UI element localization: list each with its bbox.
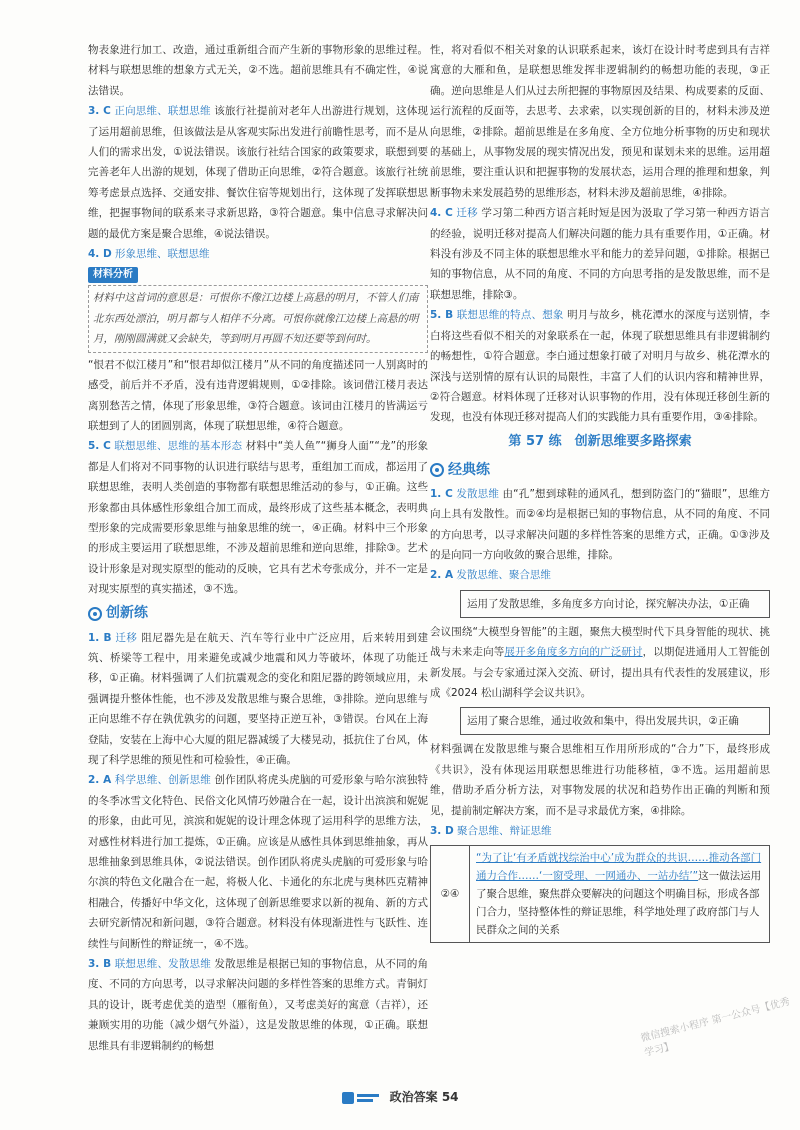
answer-item <box>430 305 770 427</box>
keyword: 迁移 <box>115 631 138 644</box>
paragraph: “恨君不似江楼月”和“恨君却似江楼月”从不同的角度描述同一人别离时的感受，前后并不矛盾，没有违背逻辑规则，①②排除。该词借江楼月表达离别愁苦之情，体现了形象思维，③符合题意。该词由江楼月的皆满运亏联想到了人的团圆别离，体现了联想思维，④符合题意。 <box>88 358 428 432</box>
keyword: 联想思维的特点、想象 <box>456 309 564 322</box>
explanation: 材料中“美人鱼”“狮身人面”“龙”的形象都是人们将对不同事物的认识进行联结与思考，重组加工而成，都运用了联想思维，表明人类创造的事物都有联想思维活动的参与，①正确。这些形象都由具体感性形象组合加工而成，最终形成了这些基本概念，表明典型形象的完成需要形象思维与抽象思维的统一，④正确。材料中三个形象的形成主要运用了联想思维，不涉及超前思维和逆向思维，排除③。艺术设计形象是对现实原型的能动的反映，它具有艺术夸张成分，并不一定是对现实原型的真实描述，③不选。 <box>88 440 429 596</box>
section-icon <box>430 463 444 477</box>
analysis-text: 材料中这首词的意思是：可恨你不像江边楼上高悬的明月，不管人们南北东西处漂泊，明月都与人相伴不分离。可恨你就像江边楼上高悬的明月，刚刚圆满就又会缺失，等到明月再圆不知还要等到何时。 <box>88 285 428 352</box>
keyword: 发散思维 <box>456 487 499 500</box>
explanation: 发散思维是根据已知的事物信息，从不同的角度、不同的方向思考，以寻求解决问题的多样性答案的思维方式。青铜灯具的设计，既考虑优美的造型（雁衔鱼），又考虑美好的寓意（吉祥），还兼顾实用的功能（减少烟气外溢），这是发散思维的体现，①正确。联想思维具有非逻辑制约的畅想 <box>88 958 429 1052</box>
watermark: 微信搜索小程序 第一公众号【优秀学习】 <box>639 996 792 1059</box>
lesson-title: 第 57 练 创新思维要多路探索 <box>508 433 692 449</box>
explanation: 该旅行社提前对老年人出游进行规划，这体现了运用超前思维，但该做法是从客观实际出发进行前瞻性思考，而不是从人们的需求出发，①说法错误。该旅行社结合国家的政策要求，联想到要完善老年人出游的规划，体现了借助正向思维，②符合题意。该旅行社统筹考虑景点选择、交通安排、餐饮住宿等规划出行，这体现了发挥联想思维，把握事物间的联系来寻求新思路，③符合题意。集中信息寻求解决问题的最优方案是聚合思维，④说法错误。 <box>88 105 429 240</box>
analysis-tag: 材料分析 <box>88 267 138 283</box>
answer-number: 4. D <box>88 248 112 261</box>
answer-item <box>430 565 770 585</box>
page-number: 政治答案 54 <box>389 1090 459 1104</box>
highlight: “为了让‘有矛盾就找综治中心’成为群众的共识……推动各部门通力合作……‘一窗受理、一网通办、一站办结’” <box>476 852 762 883</box>
section-heading-classic: 经典练 <box>430 458 770 482</box>
answer-item <box>430 484 770 566</box>
answer-item <box>88 101 428 244</box>
annotation-box: 运用了聚合思维，通过收敛和集中，得出发展共识，②正确 <box>460 707 770 735</box>
highlight: 展开多角度多方向的广泛研讨 <box>504 646 643 659</box>
table-label: ②④ <box>431 846 470 943</box>
answer-number: 5. C <box>88 440 111 453</box>
answer-item <box>430 821 770 841</box>
explanation: 阻尼器先是在航天、汽车等行业中广泛应用，后来转用到建筑、桥梁等工程中，用来避免或减少地震和风力等破坏，体现了功能迁移，①正确。材料强调了人们抗震观念的变化和阻尼器的跨领域应用，未强调提升整体性能，也不涉及发散思维与聚合思维，③排除。逆向思维与正向思维不存在孰优孰劣的问题，要坚持正逆互补，③错误。台风在上海登陆，安装在上海中心大厦的阻尼器减缓了大楼晃动，抵抗住了台风，体现了科学思维的预见性和可检验性，④正确。 <box>88 631 428 766</box>
paragraph: 性，将对看似不相关对象的认识联系起来，该灯在设计时考虑到具有吉祥寓意的大雁和鱼，是联想思维发挥非逻辑制约的畅想功能的表现，③正确。逆向思维是人们从过去所把握的事物原因及结果、构成要素的反面、运行流程的反面等，去思考、去求索，以实现创新的目的，材料未涉及逆向思维，②排除。超前思维是在多角度、全方位地分析事物的历史和现状的基础上，从事物发展的现实情况出发，预见和谋划未来的思维。运用超前思维，要注重认识和把握事物的发展状态，运用合理的推理和想象，判断事物未来发展趋势的思维形态，材料未涉及超前思维，④排除。 <box>430 44 770 199</box>
answer-number: 5. B <box>430 309 454 322</box>
paragraph: 会议围绕“大模型身智能”的主题，聚焦大模型时代下具身智能的现状、挑战与未来走向等展开多角度多方向的广泛研讨，以期促进通用人工智能创新发展。与会专家通过深入交流、研讨，提出具有代表性的发展建议，形成《2024 松山湖科学会议共识》。 <box>430 625 771 699</box>
right-column <box>430 40 770 943</box>
analysis-block <box>88 264 428 352</box>
explanation: 由“孔”想到球鞋的通风孔，想到防盗门的“猫眼”，思维方向上具有发散性。而②④均是根据已知的事物信息，从不同的角度、不同的方向思考，以寻求解决问题的多样性答案的思维方式，正确。①③涉及的是向同一方向收敛的聚合思维，排除。 <box>430 487 771 561</box>
annotation-box: 运用了发散思维，多角度多方向讨论，探究解决办法，①正确 <box>460 590 770 618</box>
explanation: 学习第二种西方语言耗时短是因为汲取了学习第一种西方语言的经验，说明迁移对提高人们解决问题的能力具有重要作用，①正确。材料没有涉及不同主体的联想思维水平和能力的差异问题，①排除。根据已知的事物信息，从不同的角度、不同的方向思考指的是发散思维，而不是联想思维，排除③。 <box>430 207 771 301</box>
answer-number: 1. B <box>88 631 112 644</box>
keyword: 联想思维、发散思维 <box>114 958 211 971</box>
keyword: 发散思维、聚合思维 <box>456 569 551 582</box>
answer-item <box>88 244 428 264</box>
logo-icon <box>341 1090 381 1106</box>
answer-number: 2. A <box>88 774 112 787</box>
answer-item <box>88 628 428 771</box>
explanation: 创作团队将虎头虎脑的可爱形象与哈尔滨独特的冬季冰雪文化特色、民俗文化风情巧妙融合在一起，设计出滨滨和妮妮的形象，由此可见，滨滨和妮妮的设计理念体现了运用科学的思维方法，对感性材料进行加工提炼，①正确。应该是从感性具体到思维抽象，再从思维抽象到思维具体，②说法错误。创作团队将虎头虎脑的可爱形象与哈尔滨的特色文化融合在一起，将极人化、卡通化的东北虎与奥林匹克精神相融合，传播好中华文化，这体现了创新思维要求以新的视角、新的方式去研究新情况和新问题，③符合题意。材料没有体现渐进性与飞跃性、连续性与间断性的辩证统一，④不选。 <box>88 774 429 950</box>
answer-number: 2. A <box>430 569 454 582</box>
keyword: 迁移 <box>456 207 478 220</box>
keyword: 科学思维、创新思维 <box>114 774 211 787</box>
answer-number: 3. B <box>88 958 112 971</box>
keyword: 正向思维、联想思维 <box>114 105 211 118</box>
keyword: 聚合思维、辩证思维 <box>457 825 552 837</box>
analysis-table <box>430 845 770 943</box>
section-icon <box>88 607 102 621</box>
answer-number: 3. C <box>88 105 111 118</box>
answer-item <box>88 954 428 1056</box>
paragraph: 材料强调在发散思维与聚合思维相互作用所形成的“合力”下，最终形成《共识》，没有体现运用联想思维进行功能移植，③不选。运用超前思维，借助矛盾分析方法，对事物发展的状况和趋势作出正确的判断和预见，提前制定解决方案，而不是寻求最优方案，④排除。 <box>430 743 770 817</box>
answer-item <box>88 770 428 954</box>
keyword: 联想思维、思维的基本形态 <box>114 440 243 453</box>
section-heading-innovate: 创新练 <box>88 602 428 626</box>
paragraph: 物表象进行加工、改造，通过重新组合而产生新的事物形象的思维过程。材料与联想思维的想象方式无关，②不选。超前思维具有不确定性，④说法错误。 <box>88 44 428 97</box>
answer-item <box>430 203 770 305</box>
explanation: 明月与故乡，桃花潭水的深度与送别情，李白将这些看似不相关的对象联系在一起，体现了联想思维具有非逻辑制约的畅想性，①符合题意。李白通过想象打破了对明月与故乡、桃花潭水的深浅与送别情的原有认识的局限性，丰富了人们的认识内容和精神世界，②符合题意。材料体现了迁移对认识事物的作用，没有体现迁移创生新的发现，也没有体现迁移对提高人们的实践能力具有重要作用，③④排除。 <box>430 309 771 424</box>
answer-number: 1. C <box>430 487 453 500</box>
answer-item <box>88 436 428 599</box>
page-footer <box>0 1088 800 1106</box>
table-cell: “为了让‘有矛盾就找综治中心’成为群众的共识……推动各部门通力合作……‘一窗受理、一网通办、一站办结’”这一做法运用了聚合思维，聚焦群众要解决的问题这个明确目标，形成各部门合力，坚持整体性的辩证思维，科学地处理了政府部门与人民群众之间的关系 <box>470 846 770 943</box>
answer-number: 3. D <box>430 825 454 837</box>
keyword: 形象思维、联想思维 <box>115 248 210 261</box>
answer-number: 4. C <box>430 207 453 220</box>
left-column <box>88 40 428 1056</box>
